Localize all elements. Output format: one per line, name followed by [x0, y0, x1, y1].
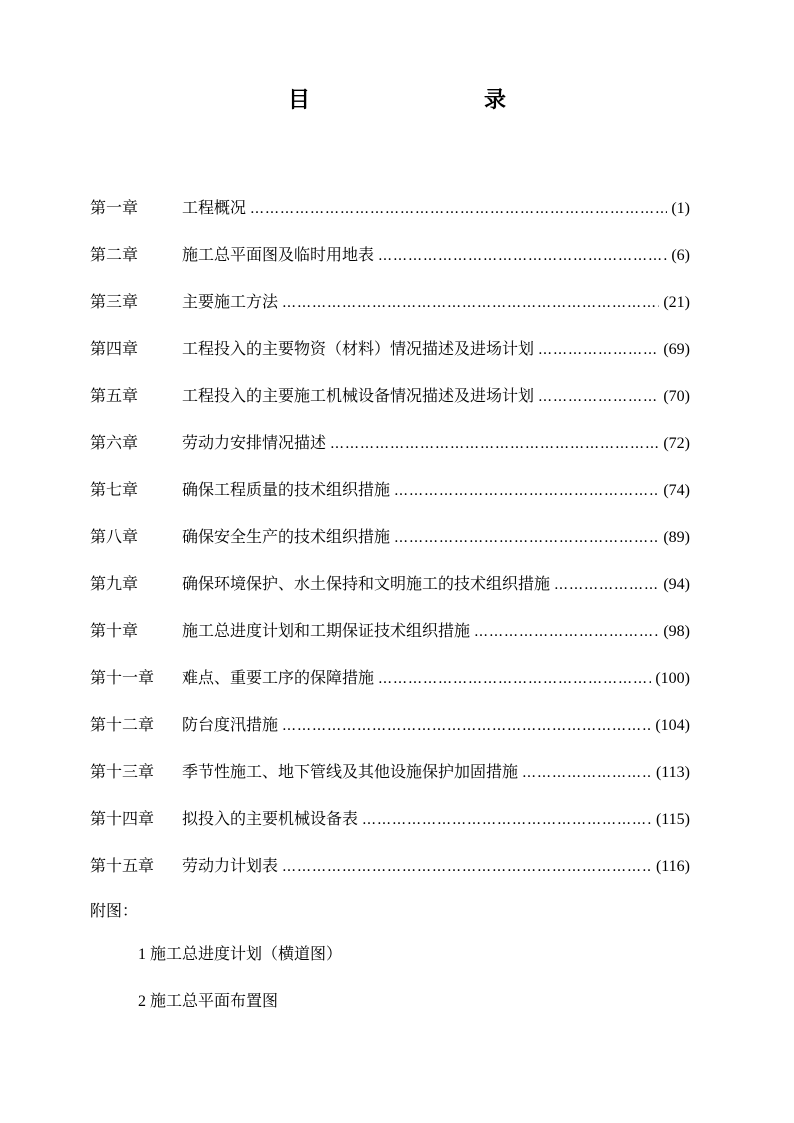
toc-row[interactable] [90, 803, 690, 850]
appendix-item-number: 2 [138, 993, 146, 1010]
toc-row[interactable] [90, 192, 690, 239]
toc-chapter-title: 施工总平面图及临时用地表 [182, 245, 375, 264]
toc-chapter-title: 季节性施工、地下管线及其他设施保护加固措施 [182, 762, 519, 781]
toc-dot-leader [394, 522, 659, 554]
toc-chapter-title: 工程概况 [182, 198, 247, 217]
appendix-label: 附图： [90, 901, 139, 920]
toc-chapter-title: 防台度汛措施 [182, 715, 279, 734]
toc-chapter-title: 确保安全生产的技术组织措施 [182, 527, 391, 546]
toc-chapter-number: 第十五章 [90, 856, 155, 875]
toc-chapter-title: 工程投入的主要物资（材料）情况描述及进场计划 [182, 339, 535, 358]
toc-page-number: (74) [663, 482, 690, 499]
toc-chapter-title: 确保环境保护、水土保持和文明施工的技术组织措施 [182, 574, 551, 593]
appendix-item-text: 施工总进度计划（横道图） [150, 944, 343, 963]
toc-chapter-title: 劳动力计划表 [182, 856, 279, 875]
toc-row[interactable] [90, 333, 690, 380]
toc-chapter-number: 第十一章 [90, 668, 155, 687]
toc-chapter-number: 第十三章 [90, 762, 155, 781]
appendix-item [138, 985, 342, 1032]
appendix-item-text: 施工总平面布置图 [150, 991, 279, 1010]
toc-chapter-title: 工程投入的主要施工机械设备情况描述及进场计划 [182, 386, 535, 405]
toc-page-number: (1) [671, 200, 690, 217]
toc-row[interactable] [90, 521, 690, 568]
toc-chapter-title: 难点、重要工序的保障措施 [182, 668, 375, 687]
toc-row[interactable] [90, 662, 690, 709]
page-title: 目 录 [287, 87, 582, 113]
toc-page-number: (70) [663, 388, 690, 405]
toc-row[interactable] [90, 850, 690, 897]
toc-dot-leader [538, 334, 659, 366]
toc-chapter-number: 第十章 [90, 621, 139, 640]
toc-row[interactable] [90, 239, 690, 286]
toc-chapter-number: 第一章 [90, 198, 139, 217]
toc-dot-leader [522, 757, 652, 789]
toc-chapter-number: 第十四章 [90, 809, 155, 828]
toc-row[interactable] [90, 427, 690, 474]
toc-dot-leader [362, 804, 652, 836]
toc-page-number: (100) [655, 670, 690, 687]
toc-row[interactable] [90, 474, 690, 521]
table-of-contents [90, 192, 690, 897]
toc-page-number: (89) [663, 529, 690, 546]
toc-chapter-number: 第二章 [90, 245, 139, 264]
toc-page-number: (69) [663, 341, 690, 358]
toc-page-number: (6) [671, 247, 690, 264]
toc-page-number: (116) [655, 858, 690, 875]
toc-chapter-title: 劳动力安排情况描述 [182, 433, 327, 452]
appendix-item [138, 938, 342, 985]
toc-dot-leader [474, 616, 659, 648]
toc-page-number: (72) [663, 435, 690, 452]
toc-chapter-number: 第七章 [90, 480, 139, 499]
toc-row[interactable] [90, 380, 690, 427]
toc-dot-leader [330, 428, 659, 460]
toc-chapter-title: 施工总进度计划和工期保证技术组织措施 [182, 621, 471, 640]
toc-page-number: (113) [655, 764, 690, 781]
toc-dot-leader [378, 663, 651, 695]
toc-dot-leader [394, 475, 659, 507]
toc-dot-leader [250, 193, 667, 225]
toc-chapter-title: 确保工程质量的技术组织措施 [182, 480, 391, 499]
toc-dot-leader [378, 240, 667, 272]
toc-row[interactable] [90, 615, 690, 662]
toc-chapter-number: 第五章 [90, 386, 139, 405]
appendix-list [138, 938, 342, 1032]
toc-chapter-number: 第三章 [90, 292, 139, 311]
toc-page-number: (104) [655, 717, 690, 734]
toc-chapter-number: 第九章 [90, 574, 139, 593]
appendix-item-number: 1 [138, 946, 146, 963]
toc-chapter-title: 拟投入的主要机械设备表 [182, 809, 359, 828]
toc-page-number: (94) [663, 576, 690, 593]
toc-dot-leader [282, 287, 659, 319]
toc-chapter-number: 第六章 [90, 433, 139, 452]
toc-row[interactable] [90, 568, 690, 615]
toc-dot-leader [282, 851, 652, 883]
toc-dot-leader [554, 569, 659, 601]
toc-chapter-number: 第八章 [90, 527, 139, 546]
toc-row[interactable] [90, 286, 690, 333]
toc-page-number: (98) [663, 623, 690, 640]
toc-dot-leader [538, 381, 659, 413]
toc-page-number: (21) [663, 294, 690, 311]
toc-dot-leader [282, 710, 651, 742]
toc-chapter-title: 主要施工方法 [182, 292, 279, 311]
toc-row[interactable] [90, 756, 690, 803]
toc-chapter-number: 第十二章 [90, 715, 155, 734]
toc-row[interactable] [90, 709, 690, 756]
toc-page-number: (115) [655, 811, 690, 828]
toc-chapter-number: 第四章 [90, 339, 139, 358]
